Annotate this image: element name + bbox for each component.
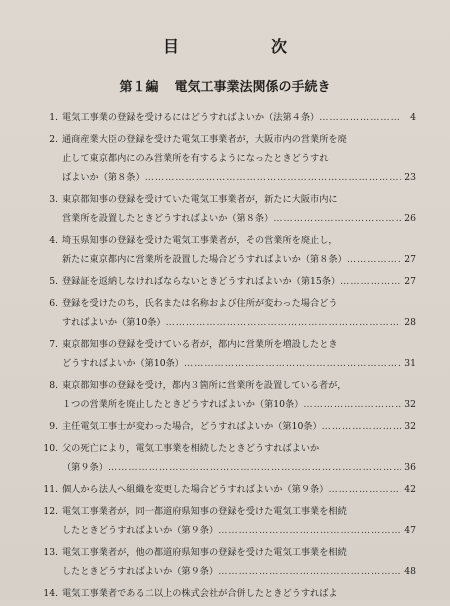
leader-dots (218, 521, 401, 540)
toc-entry-text: 通商産業大臣の登録を受けた電気工事業者が，大阪市内の営業所を廃 (62, 134, 347, 145)
toc-entry (36, 543, 416, 581)
leader-dots (328, 480, 401, 499)
toc-entry-text: どうすればよいか（第10条） (62, 358, 184, 369)
toc-entry (36, 108, 416, 127)
leader-dots (322, 417, 401, 436)
leader-dots (340, 272, 401, 291)
toc-entry-text: 東京都知事の登録を受けていた電気工事業者が，新たに大阪市内に (62, 194, 338, 205)
toc-entry-text: 電気工事業者である二以上の株式会社が合併したときどうすればよ (62, 588, 338, 599)
toc-entry-page: 47 (404, 525, 416, 536)
toc-entry-text: したときどうすればよいか（第９条） (62, 525, 219, 536)
toc-entry-number: 11. (43, 484, 58, 495)
toc-entry-page: 32 (404, 421, 416, 432)
toc-entry-text: 止して東京都内にのみ営業所を有するようになったときどうすれ (62, 153, 329, 164)
toc-entry-page: 48 (404, 566, 416, 577)
toc-entry-text: １つの営業所を廃止したときどうすればよいか（第10条） (62, 399, 304, 410)
toc-entry-text: 埼玉県知事の登録を受けた電気工事業者が，その営業所を廃止し， (62, 235, 338, 246)
leader-dots (166, 313, 401, 332)
page-title: 目 次 (162, 37, 325, 56)
toc-entry (36, 190, 416, 228)
toc-entry (36, 272, 416, 291)
toc-entry-page: 4 (410, 112, 416, 123)
chapter-name: 電気工事業法関係の手続き (174, 80, 331, 95)
toc-entry-number: 7. (49, 339, 58, 350)
toc-entry-text: 登録を受けたのち，氏名または名称および住所が変わった場合どう (62, 298, 338, 309)
toc-entry (36, 480, 416, 499)
leader-dots (218, 562, 401, 581)
toc-entry-number: 14. (43, 588, 58, 599)
toc-entry-number: 1. (49, 112, 58, 123)
toc-entry-page: 27 (404, 276, 416, 287)
toc-entry-text: 電気工事業者が，他の都道府県知事の登録を受けた電気工事業を相続 (62, 547, 347, 558)
leader-dots (273, 209, 401, 228)
toc-entry-number: 12. (43, 506, 58, 517)
toc-entry (36, 584, 416, 603)
toc-entry-page: 36 (404, 462, 416, 473)
toc-entry-page: 23 (404, 172, 416, 183)
leader-dots (145, 168, 401, 187)
toc-entry-page: 26 (404, 213, 416, 224)
leader-dots (319, 108, 401, 127)
toc-entry-text: 新たに東京都内に営業所を設置した場合どうすればよいか（第８条） (62, 254, 347, 265)
toc-entry-text: 電気工事業の登録を受けるにはどうすればよいか（法第４条） (62, 112, 320, 123)
toc-entry (36, 294, 416, 332)
toc-entry (36, 130, 416, 187)
toc-entry-text: 電気工事業者が，同一都道府県知事の登録を受けた電気工事業を相続 (62, 506, 347, 517)
toc-entry-text: 東京都知事の登録を受けている者が，都内に営業所を増設したとき (62, 339, 338, 350)
toc-entry-text: したときどうすればよいか（第９条） (62, 566, 219, 577)
leader-dots (108, 458, 401, 477)
leader-dots (303, 395, 401, 414)
toc-entry-number: 6. (49, 298, 58, 309)
toc-entry-text: 東京都知事の登録を受け，都内３箇所に営業所を設置している者が， (62, 380, 347, 391)
toc-entry-text: すればよいか（第10条） (62, 317, 166, 328)
toc-entry-page: 28 (404, 317, 416, 328)
leader-dots (184, 354, 401, 373)
toc-entry-number: 10. (43, 443, 58, 454)
toc-entry (36, 376, 416, 414)
toc-entry (36, 502, 416, 540)
toc-entry-page: 27 (404, 254, 416, 265)
toc-entry-page: 32 (404, 399, 416, 410)
toc-entry (36, 417, 416, 436)
chapter-part: 第１編 (119, 80, 159, 95)
toc-entry-text: 主任電気工事士が変わった場合，どうすればよいか（第10条） (62, 421, 322, 432)
toc-entry-text: 登録証を返納しなければならないときどうすればよいか（第15条） (62, 276, 341, 287)
table-of-contents (36, 108, 416, 606)
toc-entry-text: （第９条） (62, 462, 108, 473)
toc-entry-text: 父の死亡により，電気工事業を相続したときどうすればよいか (62, 443, 320, 454)
toc-entry-number: 3. (49, 194, 58, 205)
toc-entry-number: 8. (49, 380, 58, 391)
toc-entry-text: 営業所を設置したときどうすればよいか（第８条） (62, 213, 274, 224)
toc-entry-number: 4. (49, 235, 58, 246)
chapter-heading (0, 76, 450, 95)
toc-entry-text: ばよいか（第８条） (62, 172, 145, 183)
toc-entry (36, 335, 416, 373)
toc-entry-number: 2. (49, 134, 58, 145)
toc-entry-number: 13. (43, 547, 58, 558)
toc-entry-number: 5. (49, 276, 58, 287)
toc-entry-number: 9. (49, 421, 58, 432)
toc-entry-page: 31 (404, 358, 416, 369)
leader-dots (347, 250, 401, 269)
toc-entry (36, 231, 416, 269)
toc-entry-page: 42 (404, 484, 416, 495)
toc-entry-text: 個人から法人へ組織を変更した場合どうすればよいか（第９条） (62, 484, 329, 495)
toc-entry (36, 439, 416, 477)
